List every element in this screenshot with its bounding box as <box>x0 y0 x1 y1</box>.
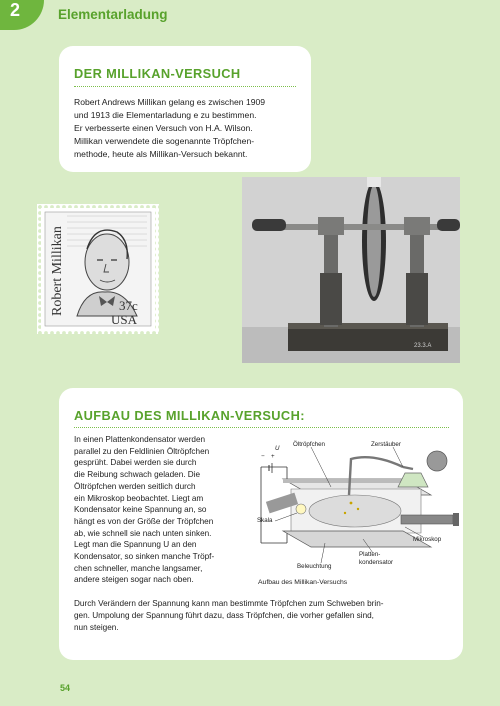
apparatus-photo <box>242 177 460 363</box>
intro-line: und 1913 die Elementarladung e zu bestimmen. <box>74 110 257 120</box>
heading-divider <box>74 86 296 87</box>
label-microscope: Mikroskop <box>413 536 442 543</box>
setup-line: Legt man die Spannung U an den <box>74 540 197 550</box>
millikan-diagram <box>253 439 459 591</box>
label-voltage: U <box>275 445 280 452</box>
setup-line: Öltröpfchen werden seitlich durch <box>74 481 196 491</box>
intro-line: Millikan verwendete die sogenannte Tröpfchen- <box>74 136 255 146</box>
heading-divider <box>74 427 449 428</box>
intro-paragraph <box>74 96 304 161</box>
intro-card <box>59 46 311 172</box>
label-minus: − <box>261 453 265 460</box>
intro-heading: DER MILLIKAN-VERSUCH <box>74 66 241 81</box>
stamp-name: Robert Millikan <box>50 226 65 316</box>
setup-line: Kondensator keine Spannung an, so <box>74 505 207 515</box>
millikan-stamp <box>37 204 159 334</box>
label-droplets: Öltröpfchen <box>293 441 325 448</box>
setup-line: ab, wie schnell sie nach unten sinken. <box>74 528 212 538</box>
label-plus: + <box>271 453 275 460</box>
label-atomizer: Zerstäuber <box>371 441 401 448</box>
label-scale: Skala <box>257 517 273 524</box>
setup-line: Durch Verändern der Spannung kann man bestimmte Tröpfchen zum Schweben brin- <box>74 599 384 608</box>
setup-line: die Reibung schwach geladen. Die <box>74 470 201 480</box>
plate-label: 23.3.A <box>414 343 432 349</box>
chapter-badge <box>0 0 44 30</box>
label-capacitor-2: kondensator <box>359 559 394 566</box>
setup-line: gen. Umpolung der Spannung führt dazu, dass Tröpfchen, die vorher gefallen sind, <box>74 610 374 620</box>
setup-line: hängt es von der Größe der Tröpfchen <box>74 516 214 526</box>
setup-line: chen schneller, manche langsamer, <box>74 563 203 573</box>
setup-line: parallel zu den Feldlinien Öltröpfchen <box>74 446 210 456</box>
stamp-country: USA <box>111 312 138 327</box>
setup-heading: AUFBAU DES MILLIKAN-VERSUCH: <box>74 408 305 423</box>
chapter-number: 2 <box>10 0 21 20</box>
diagram-caption: Aufbau des Millikan-Versuchs <box>258 579 348 586</box>
intro-line: methode, heute als Millikan-Versuch bekannt. <box>74 149 248 159</box>
setup-paragraph-continued <box>74 598 459 634</box>
diagram-drawing <box>253 439 459 579</box>
label-capacitor-1: Platten- <box>359 551 381 558</box>
chapter-title: Elementarladung <box>58 7 168 22</box>
setup-line: andere steigen sogar nach oben. <box>74 575 194 585</box>
label-illumination: Beleuchtung <box>297 563 332 570</box>
stamp-value: 37c <box>119 298 138 313</box>
setup-line: In einen Plattenkondensator werden <box>74 435 206 444</box>
setup-line: ein Mikroskop beobachtet. Liegt am <box>74 493 204 503</box>
intro-line: Robert Andrews Millikan gelang es zwischen 1909 <box>74 97 266 107</box>
page-number: 54 <box>60 683 71 693</box>
setup-line: nun steigen. <box>74 622 119 632</box>
setup-line: Kondensator, so sinken manche Tröpf- <box>74 552 215 562</box>
intro-line: Er verbesserte einen Versuch von H.A. Wilson. <box>74 123 253 133</box>
setup-paragraph <box>74 434 246 586</box>
setup-line: gesprüht. Dabei werden sie durch <box>74 458 197 468</box>
